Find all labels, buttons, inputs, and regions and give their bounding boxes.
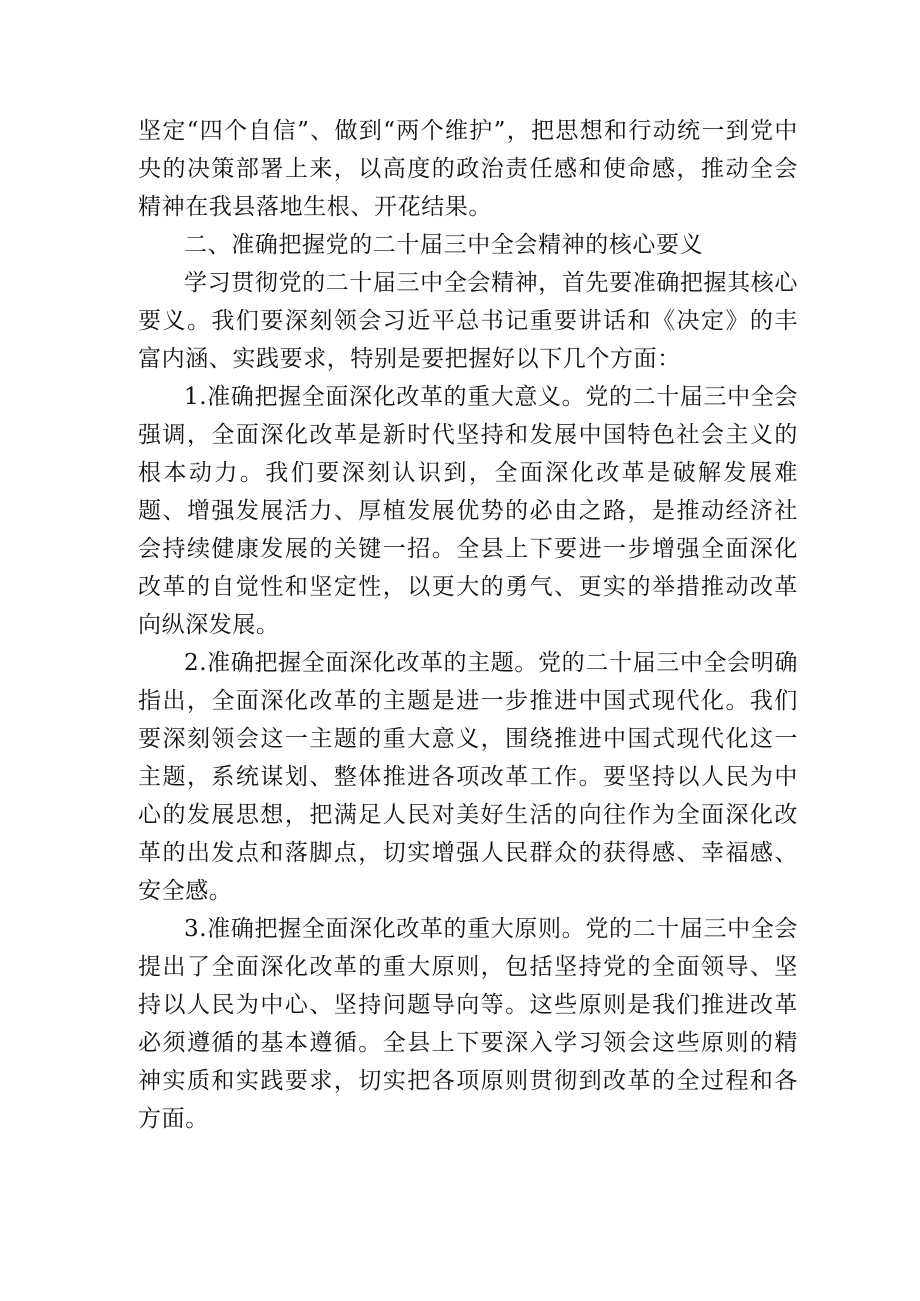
paragraph-intro: 学习贯彻党的二十届三中全会精神，首先要准确把握其核心要义。我们要深刻领会习近平总书记重要讲话和《决定》的丰富内涵、实践要求，特别是要把握好以下几个方面： xyxy=(138,270,798,372)
paragraph-point-1: 1.准确把握全面深化改革的重大意义。党的二十届三中全会强调，全面深化改革是新时代坚持和发展中国特色社会主义的根本动力。我们要深刻认识到，全面深化改革是破解发展难题、增强发展活力、厚植发展优势的必由之路，是推动经济社会持续健康发展的关键一招。全县上下要进一步增强全面深化改革的自觉性和坚定性，以更大的勇气、更实的举措推动改革向纵深发展。 xyxy=(138,384,798,638)
document-body xyxy=(138,112,798,1138)
paragraph-continuation: 坚定“四个自信”、做到“两个维护”，把思想和行动统一到党中央的决策部署上来，以高度的政治责任感和使命感，推动全会精神在我县落地生根、开花结果。 xyxy=(138,118,798,220)
paragraph-point-3: 3.准确把握全面深化改革的重大原则。党的二十届三中全会提出了全面深化改革的重大原则，包括坚持党的全面领导、坚持以人民为中心、坚持问题导向等。这些原则是我们推进改革必须遵循的基本遵循。全县上下要深入学习领会这些原则的精神实质和实践要求，切实把各项原则贯彻到改革的全过程和各方面。 xyxy=(138,916,798,1132)
section-heading: 二、准确把握党的二十届三中全会精神的核心要义 xyxy=(184,232,704,258)
paragraph-point-2: 2.准确把握全面深化改革的主题。党的二十届三中全会明确指出，全面深化改革的主题是进一步推进中国式现代化。我们要深刻领会这一主题的重大意义，围绕推进中国式现代化这一主题，系统谋划、整体推进各项改革工作。要坚持以人民为中心的发展思想，把满足人民对美好生活的向往作为全面深化改革的出发点和落脚点，切实增强人民群众的获得感、幸福感、安全感。 xyxy=(138,650,798,904)
